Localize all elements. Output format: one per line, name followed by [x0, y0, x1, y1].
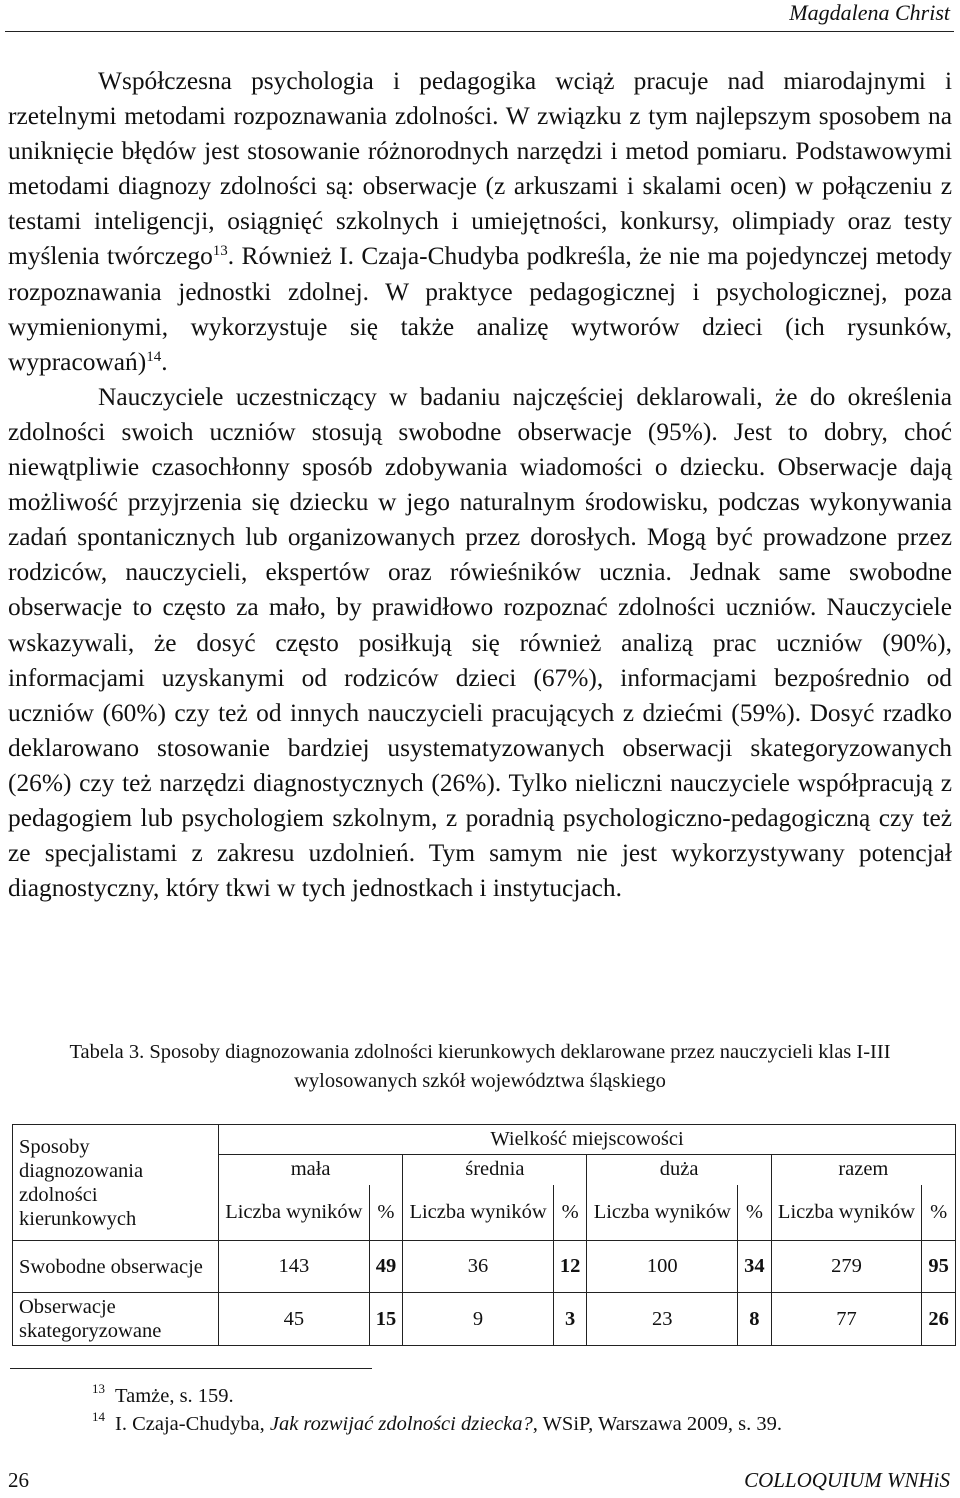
cell-count: 143	[219, 1241, 370, 1293]
table-caption: Tabela 3. Sposoby diagnozowania zdolności kierunkowych deklarowane przez nauczycieli klas I-III wylosowanych szkół województwa śląskiego	[69, 1041, 891, 1092]
subheader-count: Liczba wyników	[219, 1185, 370, 1241]
cell-count: 23	[587, 1293, 738, 1346]
subheader-percent: %	[738, 1185, 772, 1241]
cell-percent: 26	[922, 1293, 956, 1346]
col-header-srednia: średnia	[403, 1155, 587, 1185]
subheader-count: Liczba wyników	[771, 1185, 922, 1241]
footnote-book-title: Jak rozwijać zdolności dziecka?	[269, 1413, 533, 1435]
cell-percent: 95	[922, 1241, 956, 1293]
diagnosis-methods-table	[12, 1124, 956, 1346]
footnote-ref-14[interactable]: 14	[146, 348, 162, 365]
table-corner-label: Sposoby diagnozowania zdolności kierunkowych	[13, 1125, 219, 1241]
header-rule	[5, 31, 954, 32]
footnote-rule	[10, 1368, 372, 1369]
subheader-count: Liczba wyników	[587, 1185, 738, 1241]
footnote-number: 14	[92, 1408, 105, 1424]
running-header-author: Magdalena Christ	[789, 0, 950, 25]
subheader-percent: %	[553, 1185, 587, 1241]
cell-count: 45	[219, 1293, 370, 1346]
subheader-count: Liczba wyników	[403, 1185, 554, 1241]
col-header-mala: mała	[219, 1155, 403, 1185]
cell-percent: 8	[738, 1293, 772, 1346]
group-header: Wielkość miejscowości	[219, 1125, 956, 1155]
table-row	[13, 1293, 956, 1346]
paragraph-2: Nauczyciele uczestniczący w badaniu najczęściej deklarowali, że do określenia zdolności swoich uczniów stosują swobodne obserwacje (95%). Jest to dobry, choć niewątpliwie czasochłonny sposób zdobywania wiadomości o dziecku. Obserwacje dają możliwość przyjrzenia się dziecku w jego naturalnym środowisku, podczas wykonywania zadań spontanicznych lub organizowanych przez dorosłych. Mogą być prowadzone przez rodziców, nauczycieli, ekspertów oraz rówieśników ucznia. Jednak same swobodne obserwacje to często za mało, by prawidłowo rozpoznać zdolności uczniów. Nauczyciele wskazywali, że dosyć często posiłkują się również analizą prac uczniów (90%), informacjami uzyskanymi od rodziców dzieci (67%), informacjami bezpośrednio od uczniów (60%) czy też od innych nauczycieli pracujących z dziećmi (59%). Dosyć rzadko deklarowano stosowanie bardziej usystematyzowanych obserwacji skategoryzowanych (26%) czy też narzędzi diagnostycznych (26%). Tylko nieliczni nauczyciele współpracują z pedagogiem lub psychologiem szkolnym, z poradnią psychologiczno-pedagogiczną czy też ze specjalistami z zakresu uzdolnień. Tym samym nie jest wykorzystywany potencjał diagnostyczny, który tkwi w tych jednostkach i instytucjach.	[8, 382, 952, 903]
paragraph-1-text: Współczesna psychologia i pedagogika wciąż pracuje nad miarodajnymi i rzetelnymi metodami rozpoznawania zdolności. W związku z tym najlepszym sposobem na uniknięcie błędów jest stosowanie różnorodnych narzędzi i metod pomiaru. Podstawowymi metodami diagnozy zdolności są: obserwacje (z arkuszami i skalami ocen) w połączeniu z testami inteligencji, osiągnięć szkolnych i umiejętności, konkursy, olimpiady oraz testy myślenia twórczego	[8, 67, 952, 271]
running-footer-journal: COLLOQUIUM WNHiS	[744, 1468, 950, 1492]
cell-percent: 12	[553, 1241, 587, 1293]
row-label: Swobodne obserwacje	[13, 1241, 219, 1293]
paragraph-1-text-mid: . Również I. Czaja-Chudyba podkreśla, że nie ma pojedynczej metody rozpoznawania jednostki zdolnej. W praktyce pedagogicznej i psychologicznej, poza wymienionymi, wykorzystuje się także analizę wytworów dzieci (ich rysunków, wypracowań)	[8, 242, 952, 376]
col-header-duza: duża	[587, 1155, 771, 1185]
footnote-text: Tamże, s. 159.	[115, 1385, 234, 1407]
body-text	[8, 64, 952, 906]
subheader-percent: %	[922, 1185, 956, 1241]
cell-count: 100	[587, 1241, 738, 1293]
footnote-ref-13[interactable]: 13	[212, 243, 228, 260]
table-row	[13, 1241, 956, 1293]
cell-count: 77	[771, 1293, 922, 1346]
footnote-number: 13	[92, 1380, 105, 1396]
footnotes	[92, 1382, 782, 1438]
paragraph-1-text-end: .	[161, 347, 168, 376]
footnote-text-tail: , WSiP, Warszawa 2009, s. 39.	[532, 1413, 782, 1435]
cell-count: 279	[771, 1241, 922, 1293]
cell-count: 36	[403, 1241, 554, 1293]
footnote-14	[92, 1410, 782, 1438]
cell-percent: 15	[369, 1293, 403, 1346]
page-number: 26	[8, 1468, 29, 1492]
footnote-13	[92, 1382, 782, 1410]
footnote-text: I. Czaja-Chudyba,	[115, 1413, 270, 1435]
paragraph-1	[8, 64, 952, 380]
cell-percent: 49	[369, 1241, 403, 1293]
subheader-percent: %	[369, 1185, 403, 1241]
col-header-razem: razem	[771, 1155, 955, 1185]
cell-percent: 3	[553, 1293, 587, 1346]
cell-count: 9	[403, 1293, 554, 1346]
cell-percent: 34	[738, 1241, 772, 1293]
row-label: Obserwacje skategoryzowane	[13, 1293, 219, 1346]
